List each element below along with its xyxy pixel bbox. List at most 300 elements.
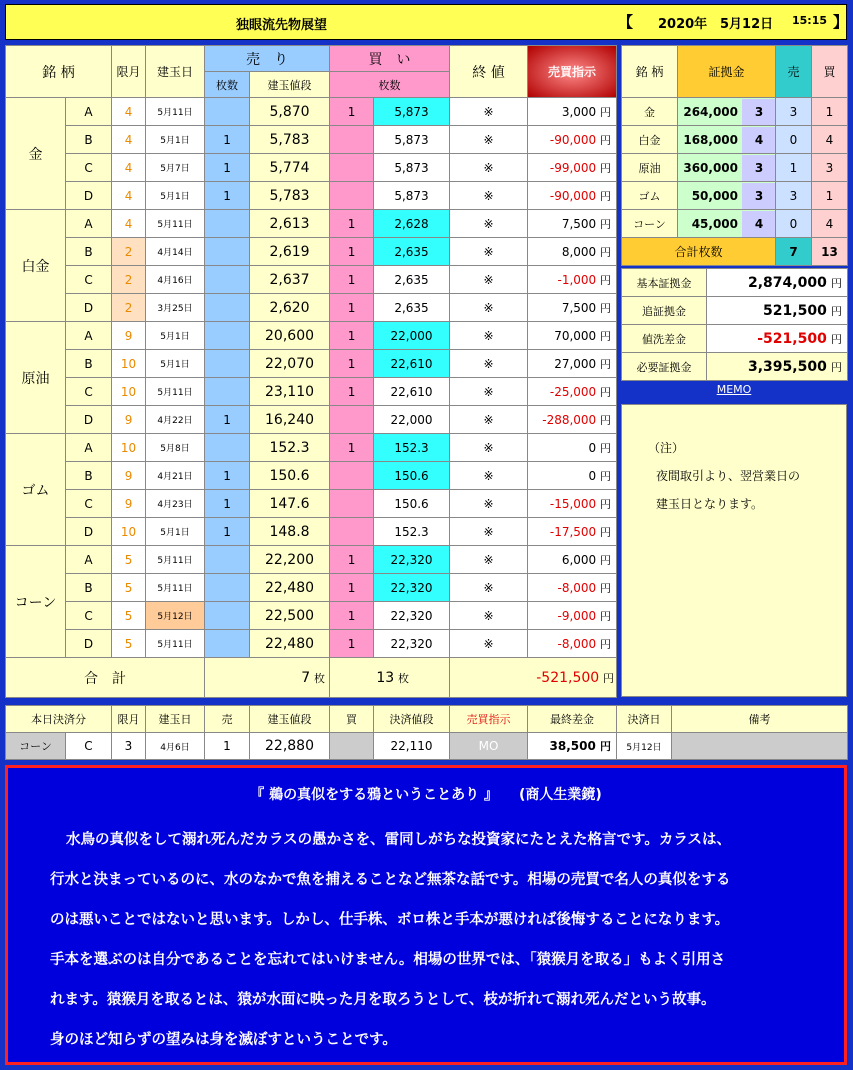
side-margin: 50,000 [691, 188, 738, 203]
header-sell: 売 り [205, 46, 330, 72]
close-cell: 2,635 [374, 266, 450, 294]
header-month: 限月 [112, 46, 146, 98]
price-cell: 22,480 [250, 630, 330, 658]
settle-brand: コーン [6, 733, 66, 760]
instruction-cell: ※ [450, 602, 528, 630]
open-date-cell: 3月25日 [146, 294, 205, 322]
diff-value: -15,000 [549, 496, 597, 511]
settle-slot: C [66, 733, 112, 760]
side-header-margin: 証拠金 [678, 46, 776, 98]
settle-header-price: 建玉値段 [250, 706, 330, 733]
summary-value: 521,500 [763, 302, 827, 319]
diff-yen: 円 [600, 357, 612, 371]
slot-cell: C [66, 154, 112, 182]
diff-value: 7,500 [561, 216, 597, 231]
time: 15:15 [792, 14, 828, 27]
price-cell: 2,637 [250, 266, 330, 294]
summary-label: 基本証拠金 [622, 269, 707, 297]
price-cell: 20,600 [250, 322, 330, 350]
sell-lots-cell: 1 [205, 154, 250, 182]
diff-value: -1,000 [557, 272, 597, 287]
slot-cell: D [66, 518, 112, 546]
side-sell: 3 [776, 98, 812, 126]
buy-lots-cell: 1 [330, 210, 374, 238]
summary-value: -521,500 [757, 330, 827, 347]
side-margin: 168,000 [683, 132, 738, 147]
diff-value: -8,000 [557, 636, 597, 651]
memo-label[interactable]: MEMO [716, 383, 752, 396]
memo-line-1: （注） [648, 441, 685, 455]
instruction-cell: ※ [450, 350, 528, 378]
side-header-sell: 売 [776, 46, 812, 98]
sell-lots-cell: 1 [205, 182, 250, 210]
buy-lots-cell: 1 [330, 98, 374, 126]
settlement-table [5, 705, 848, 760]
month-cell: 2 [112, 294, 146, 322]
open-date-cell: 5月11日 [146, 574, 205, 602]
summary-value: 3,395,500 [747, 358, 827, 375]
diff-yen: 円 [600, 189, 612, 203]
open-date-cell: 5月1日 [146, 182, 205, 210]
settle-header-note: 備考 [672, 706, 848, 733]
diff-value: -90,000 [549, 188, 597, 203]
diff-value: -99,000 [549, 160, 597, 175]
total-buy-unit: 枚 [398, 671, 410, 685]
instruction-cell: ※ [450, 210, 528, 238]
header-price: 建玉値段 [250, 72, 330, 98]
side-margin: 360,000 [683, 160, 738, 175]
open-date-cell: 5月1日 [146, 518, 205, 546]
instruction-cell: ※ [450, 378, 528, 406]
total-diff-yen: 円 [603, 671, 615, 685]
proverb-line-6: 身のほど知らずの望みは身を滅ぼすということです。 [50, 1032, 397, 1048]
header-open-date: 建玉日 [146, 46, 205, 98]
buy-lots-cell: 1 [330, 434, 374, 462]
close-cell: 2,628 [374, 210, 450, 238]
settle-buy [330, 733, 374, 760]
instruction-cell: ※ [450, 434, 528, 462]
diff-yen: 円 [600, 637, 612, 651]
slot-cell: A [66, 322, 112, 350]
buy-lots-cell [330, 406, 374, 434]
sell-lots-cell: 1 [205, 406, 250, 434]
side-buy: 1 [812, 98, 848, 126]
open-date-cell: 4月21日 [146, 462, 205, 490]
open-date-cell: 4月16日 [146, 266, 205, 294]
brand-cell: コーン [6, 546, 66, 658]
price-cell: 5,783 [250, 126, 330, 154]
price-cell: 147.6 [250, 490, 330, 518]
instruction-cell: ※ [450, 490, 528, 518]
header-close: 終 値 [450, 46, 528, 98]
side-margin: 45,000 [691, 216, 738, 231]
slot-cell: A [66, 98, 112, 126]
memo-line-3: 建玉日となります。 [656, 497, 764, 511]
proverb-line-4: 手本を選ぶのは自分であることを忘れてはいけません。相場の世界では、「猿猴月を取る」もよく引用さ [50, 952, 726, 968]
instruction-cell: ※ [450, 630, 528, 658]
diff-yen: 円 [600, 609, 612, 623]
close-cell: 22,610 [374, 378, 450, 406]
sell-lots-cell [205, 210, 250, 238]
summary-label: 必要証拠金 [622, 353, 707, 381]
diff-value: -288,000 [542, 412, 597, 427]
sell-lots-cell [205, 574, 250, 602]
settle-sell: 1 [205, 733, 250, 760]
open-date-cell: 5月11日 [146, 630, 205, 658]
instruction-cell: ※ [450, 462, 528, 490]
close-cell: 22,320 [374, 602, 450, 630]
settle-header-settle-price: 決済値段 [374, 706, 450, 733]
price-cell: 16,240 [250, 406, 330, 434]
buy-lots-cell: 1 [330, 630, 374, 658]
summary-value: 2,874,000 [747, 274, 827, 291]
total-buy: 13 [376, 669, 395, 686]
side-sell: 0 [776, 126, 812, 154]
memo-panel [621, 404, 847, 697]
diff-value: 0 [588, 468, 597, 483]
price-cell: 22,500 [250, 602, 330, 630]
buy-lots-cell: 1 [330, 322, 374, 350]
month-cell: 9 [112, 322, 146, 350]
price-cell: 22,070 [250, 350, 330, 378]
side-total-label: 合計枚数 [622, 238, 776, 266]
slot-cell: D [66, 406, 112, 434]
price-cell: 5,783 [250, 182, 330, 210]
instruction-cell: ※ [450, 266, 528, 294]
instruction-cell: ※ [450, 154, 528, 182]
summary-yen: 円 [831, 360, 842, 374]
settle-header-open-date: 建玉日 [146, 706, 205, 733]
close-cell: 5,873 [374, 154, 450, 182]
diff-yen: 円 [600, 301, 612, 315]
slot-cell: B [66, 126, 112, 154]
side-buy: 1 [812, 182, 848, 210]
close-cell: 22,320 [374, 546, 450, 574]
month-cell: 10 [112, 434, 146, 462]
close-cell: 22,320 [374, 630, 450, 658]
settle-final-yen: 円 [600, 740, 611, 753]
price-cell: 5,870 [250, 98, 330, 126]
sell-lots-cell [205, 434, 250, 462]
open-date-cell: 5月1日 [146, 322, 205, 350]
month-cell: 5 [112, 546, 146, 574]
slot-cell: B [66, 350, 112, 378]
settle-header-buy: 買 [330, 706, 374, 733]
close-cell: 152.3 [374, 434, 450, 462]
diff-yen: 円 [600, 525, 612, 539]
close-cell: 5,873 [374, 126, 450, 154]
diff-value: -90,000 [549, 132, 597, 147]
buy-lots-cell [330, 490, 374, 518]
buy-lots-cell: 1 [330, 602, 374, 630]
side-sell: 0 [776, 210, 812, 238]
close-cell: 2,635 [374, 238, 450, 266]
side-buy: 4 [812, 126, 848, 154]
proverb-line-5: れます。猿猴月を取るとは、猿が水面に映った月を取ろうとして、枝が折れて溺れ死んだという故事。 [50, 992, 716, 1008]
total-sell-unit: 枚 [314, 671, 326, 685]
diff-value: 3,000 [561, 104, 597, 119]
close-cell: 152.3 [374, 518, 450, 546]
open-date-cell: 5月11日 [146, 378, 205, 406]
brand-cell: 白金 [6, 210, 66, 322]
sell-lots-cell [205, 322, 250, 350]
slot-cell: C [66, 490, 112, 518]
sell-lots-cell: 1 [205, 518, 250, 546]
month-cell: 10 [112, 378, 146, 406]
diff-value: 7,500 [561, 300, 597, 315]
proverb-line-3: のは悪いことではないと思います。しかし、仕手株、ボロ株と手本が悪ければ後悔することになります。 [50, 912, 730, 928]
diff-yen: 円 [600, 497, 612, 511]
open-bracket: 【 [618, 13, 634, 31]
side-mult: 4 [742, 211, 776, 237]
slot-cell: A [66, 546, 112, 574]
side-buy: 4 [812, 210, 848, 238]
instruction-cell: ※ [450, 294, 528, 322]
diff-yen: 円 [600, 217, 612, 231]
price-cell: 2,620 [250, 294, 330, 322]
diff-yen: 円 [600, 385, 612, 399]
month-cell: 4 [112, 154, 146, 182]
settle-header-final: 最終差金 [528, 706, 617, 733]
side-sell: 1 [776, 154, 812, 182]
buy-lots-cell [330, 462, 374, 490]
sell-lots-cell [205, 350, 250, 378]
diff-yen: 円 [600, 273, 612, 287]
buy-lots-cell: 1 [330, 546, 374, 574]
sell-lots-cell [205, 294, 250, 322]
instruction-cell: ※ [450, 322, 528, 350]
buy-lots-cell [330, 126, 374, 154]
diff-value: 6,000 [561, 552, 597, 567]
diff-value: 27,000 [554, 356, 597, 371]
sell-lots-cell: 1 [205, 462, 250, 490]
close-cell: 5,873 [374, 98, 450, 126]
brand-cell: ゴム [6, 434, 66, 546]
open-date-cell: 4月23日 [146, 490, 205, 518]
side-sell: 3 [776, 182, 812, 210]
memo-line-2: 夜間取引より、翌営業日の [656, 469, 801, 483]
summary-yen: 円 [831, 276, 842, 290]
instruction-cell: ※ [450, 546, 528, 574]
settle-note [672, 733, 848, 760]
summary-yen: 円 [831, 304, 842, 318]
diff-value: -17,500 [549, 524, 597, 539]
slot-cell: D [66, 182, 112, 210]
open-date-cell: 5月11日 [146, 546, 205, 574]
sell-lots-cell: 1 [205, 126, 250, 154]
header-sell-lots: 枚数 [205, 72, 250, 98]
brand-cell: 金 [6, 98, 66, 210]
proverb-panel [5, 765, 847, 1065]
month-cell: 2 [112, 266, 146, 294]
buy-lots-cell: 1 [330, 378, 374, 406]
side-buy: 3 [812, 154, 848, 182]
diff-value: -9,000 [557, 608, 597, 623]
sell-lots-cell [205, 602, 250, 630]
settle-header-sell: 売 [205, 706, 250, 733]
open-date-cell: 5月11日 [146, 210, 205, 238]
title-bar [5, 4, 847, 40]
close-cell: 22,000 [374, 322, 450, 350]
price-cell: 2,619 [250, 238, 330, 266]
instruction-cell: ※ [450, 126, 528, 154]
diff-yen: 円 [600, 441, 612, 455]
slot-cell: C [66, 266, 112, 294]
side-brand: 金 [622, 98, 678, 126]
close-bracket: 】 [833, 13, 849, 31]
date-display [618, 13, 849, 33]
diff-yen: 円 [600, 133, 612, 147]
settle-header-date: 決済日 [617, 706, 672, 733]
side-total-buy: 13 [812, 238, 848, 266]
open-date-cell: 5月1日 [146, 126, 205, 154]
margin-table [621, 45, 848, 266]
month-cell: 9 [112, 462, 146, 490]
proverb-title: 『 鵜の真似をする鴉ということあり 』 (商人生業鏡) [250, 787, 602, 803]
slot-cell: A [66, 210, 112, 238]
sell-lots-cell [205, 378, 250, 406]
price-cell: 5,774 [250, 154, 330, 182]
side-mult: 3 [742, 183, 776, 209]
side-margin: 264,000 [683, 104, 738, 119]
year: 2020年 [658, 17, 708, 32]
open-date-cell: 5月11日 [146, 98, 205, 126]
diff-value: 0 [588, 440, 597, 455]
settle-price: 22,880 [250, 733, 330, 760]
price-cell: 23,110 [250, 378, 330, 406]
page-title: 独眼流先物展望 [236, 18, 328, 33]
month-cell: 9 [112, 406, 146, 434]
close-cell: 22,320 [374, 574, 450, 602]
buy-lots-cell [330, 154, 374, 182]
month-day: 5月12日 [720, 17, 774, 32]
settle-open-date: 4月6日 [146, 733, 205, 760]
diff-yen: 円 [600, 469, 612, 483]
summary-label: 追証拠金 [622, 297, 707, 325]
buy-lots-cell: 1 [330, 266, 374, 294]
buy-lots-cell: 1 [330, 574, 374, 602]
month-cell: 4 [112, 210, 146, 238]
close-cell: 150.6 [374, 490, 450, 518]
slot-cell: B [66, 238, 112, 266]
side-mult: 3 [742, 155, 776, 181]
sell-lots-cell: 1 [205, 490, 250, 518]
buy-lots-cell: 1 [330, 294, 374, 322]
close-cell: 22,000 [374, 406, 450, 434]
slot-cell: D [66, 630, 112, 658]
price-cell: 2,613 [250, 210, 330, 238]
slot-cell: B [66, 462, 112, 490]
sell-lots-cell [205, 630, 250, 658]
open-date-cell: 5月7日 [146, 154, 205, 182]
header-brand: 銘 柄 [6, 46, 112, 98]
buy-lots-cell: 1 [330, 238, 374, 266]
side-mult: 3 [742, 99, 776, 125]
settle-settle-price: 22,110 [374, 733, 450, 760]
settle-month: 3 [112, 733, 146, 760]
close-cell: 2,635 [374, 294, 450, 322]
month-cell: 9 [112, 490, 146, 518]
total-label: 合 計 [6, 658, 205, 698]
open-date-cell: 5月1日 [146, 350, 205, 378]
price-cell: 22,200 [250, 546, 330, 574]
close-cell: 5,873 [374, 182, 450, 210]
price-cell: 150.6 [250, 462, 330, 490]
settle-header-label: 本日決済分 [6, 706, 112, 733]
instruction-cell: ※ [450, 182, 528, 210]
diff-yen: 円 [600, 413, 612, 427]
instruction-cell: ※ [450, 518, 528, 546]
instruction-cell: ※ [450, 406, 528, 434]
month-cell: 5 [112, 630, 146, 658]
slot-cell: C [66, 602, 112, 630]
total-diff: -521,500 [536, 669, 600, 686]
instruction-cell: ※ [450, 574, 528, 602]
diff-yen: 円 [600, 245, 612, 259]
buy-lots-cell: 1 [330, 350, 374, 378]
settle-header-month: 限月 [112, 706, 146, 733]
proverb-line-1: 水鳥の真似をして溺れ死んだカラスの愚かさを、雷同しがちな投資家にたとえた格言です。カラスは、 [66, 832, 731, 848]
slot-cell: A [66, 434, 112, 462]
brand-cell: 原油 [6, 322, 66, 434]
diff-value: 70,000 [554, 328, 597, 343]
side-brand: コーン [622, 210, 678, 238]
month-cell: 10 [112, 518, 146, 546]
side-header-brand: 銘 柄 [622, 46, 678, 98]
side-mult: 4 [742, 127, 776, 153]
diff-yen: 円 [600, 329, 612, 343]
price-cell: 22,480 [250, 574, 330, 602]
buy-lots-cell [330, 182, 374, 210]
sell-lots-cell [205, 266, 250, 294]
month-cell: 4 [112, 182, 146, 210]
open-date-cell: 4月22日 [146, 406, 205, 434]
close-cell: 22,610 [374, 350, 450, 378]
sell-lots-cell [205, 98, 250, 126]
open-date-cell: 4月14日 [146, 238, 205, 266]
positions-table [5, 45, 617, 698]
month-cell: 5 [112, 602, 146, 630]
sell-lots-cell [205, 238, 250, 266]
settle-date: 5月12日 [617, 733, 672, 760]
close-cell: 150.6 [374, 462, 450, 490]
settle-final: 38,500 [549, 739, 596, 753]
month-cell: 2 [112, 238, 146, 266]
slot-cell: D [66, 294, 112, 322]
diff-yen: 円 [600, 105, 612, 119]
slot-cell: C [66, 378, 112, 406]
header-instruction: 売買指示 [528, 46, 617, 98]
diff-yen: 円 [600, 553, 612, 567]
month-cell: 4 [112, 98, 146, 126]
side-total-sell: 7 [776, 238, 812, 266]
header-buy: 買 い [330, 46, 450, 72]
side-header-buy: 買 [812, 46, 848, 98]
diff-value: -8,000 [557, 580, 597, 595]
open-date-cell: 5月8日 [146, 434, 205, 462]
diff-value: 8,000 [561, 244, 597, 259]
diff-value: -25,000 [549, 384, 597, 399]
header-buy-lots: 枚数 [330, 72, 450, 98]
instruction-cell: ※ [450, 238, 528, 266]
month-cell: 5 [112, 574, 146, 602]
summary-label: 値洗差金 [622, 325, 707, 353]
side-brand: 白金 [622, 126, 678, 154]
settle-instruction: MO [450, 733, 528, 760]
price-cell: 148.8 [250, 518, 330, 546]
margin-summary [621, 268, 848, 381]
price-cell: 152.3 [250, 434, 330, 462]
